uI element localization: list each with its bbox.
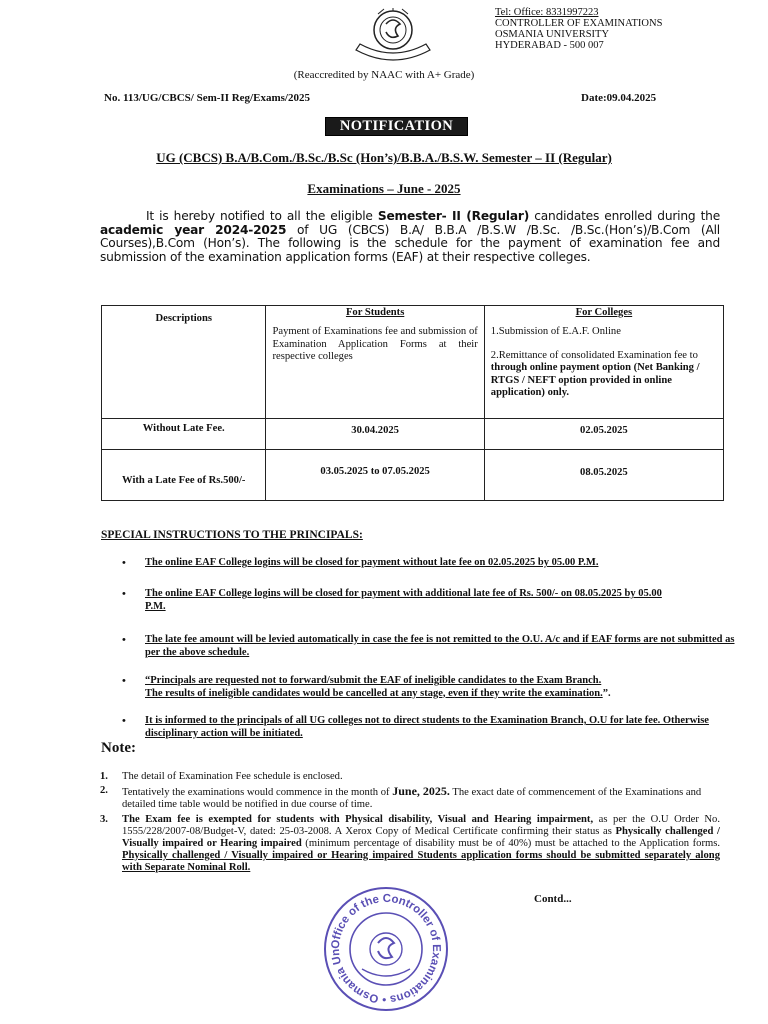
row-without-late-fee-students: 30.04.2025 [266,419,484,450]
intro-text-1: It is hereby notified to all the eligible [146,209,378,223]
bullet-icon: • [122,715,126,727]
intro-semester: Semester- II (Regular) [377,209,530,223]
bullet-icon: • [122,557,126,569]
note-text-bold: June, 2025. [392,784,450,798]
note-text-bold: Physically challenged / Visually impaired or Hearing impaired [122,826,720,849]
intro-paragraph [100,210,720,264]
city-address: HYDERABAD - 500 007 [495,40,604,51]
note-text: Tentatively the examinations would commence in the month of [122,787,393,798]
intro-academic-year: academic year 2024-2025 [100,222,287,237]
instruction-text [145,675,741,700]
note-item [100,785,720,811]
colleges-header: For Colleges [575,307,633,318]
course-line: UG (CBCS) B.A/B.Com./B.Sc./B.Sc (Hon’s)/B.B.A./B.S.W. Semester – II (Regular) [156,150,612,165]
special-instructions-title: SPECIAL INSTRUCTIONS TO THE PRINCIPALS: [101,529,363,541]
instruction-text: It is informed to the principals of all UG colleges not to direct students to the Examination Branch, O.U for late fee. Otherwise disciplinary action will be initiated. [145,715,709,739]
row-late-fee-colleges: 08.05.2025 [484,450,723,501]
instruction-text-part: “Principals are requested not to forward/submit the EAF of ineligible candidates to the Exam Branch. [145,675,602,686]
fee-schedule-table [101,305,724,501]
table-row [102,306,724,419]
note-number: 1. [100,771,108,782]
university-logo [348,6,438,66]
official-seal-stamp [322,885,450,1013]
note-item [100,771,720,783]
table-row [102,419,724,450]
note-number: 2. [100,785,108,796]
bullet-icon: • [122,634,126,646]
colleges-description [485,322,723,404]
note-text-bold: Physically challenged / Visually impaired or Hearing impaired Students application forms should be submitted separately along with Separate Nominal Roll. [122,850,720,873]
notification-title: NOTIFICATION [325,117,468,136]
accreditation-line: (Reaccredited by NAAC with A+ Grade) [293,69,475,81]
students-column [266,306,484,419]
intro-text-2: candidates enrolled during the [529,209,720,223]
note-item [100,814,720,874]
colleges-step-2-bold: through online payment option (Net Banking / RTGS / NEFT option provided in online application) only. [490,362,700,398]
instruction-text-part: ”. [602,687,611,699]
intro-text-3: of UG (CBCS) B.A/ B.B.A /B.S.W /B.Sc. /B.Sc.(Hon’s)/B.Com (All Courses),B.Com (Hon’s). The following is the schedule for the payment of examination fee and submission of the examination application forms (EAF) at their respective colleges. [100,222,720,264]
note-text: The exact date of commencement of the Examinations and detailed time table would be notified in due course of time. [122,787,702,810]
colleges-step-2 [491,350,717,400]
bullet-icon: • [122,588,126,600]
students-header: For Students [345,307,405,318]
note-number: 3. [100,814,108,825]
note-text: The detail of Examination Fee schedule is enclosed. [122,771,343,782]
row-without-late-fee-colleges: 02.05.2025 [484,419,723,450]
descriptions-label: Descriptions [155,313,212,324]
exam-line: Examinations – June - 2025 [307,181,461,196]
note-text-bold: The Exam fee is exempted for students with Physical disability, Visual and Hearing impairment, [122,814,594,825]
students-description: Payment of Examinations fee and submission of Examination Application Forms at their respective colleges [272,326,478,362]
row-without-late-fee-label: Without Late Fee. [102,419,266,450]
row-late-fee-label: With a Late Fee of Rs.500/- [102,450,266,501]
row-late-fee-students: 03.05.2025 to 07.05.2025 [266,450,484,501]
note-text: as per the O.U Order No. 1555/228/2007-08/Budget-V, dated: 25-03-2008. A Xerox Copy of Medical Certificate confirming their status as [122,814,720,837]
instruction-text-part: The results of ineligible candidates would be cancelled at any stage, even if they write the examination. [145,687,603,699]
table-row [102,450,724,501]
colleges-column [484,306,723,419]
continued-label: Contd... [534,893,572,905]
notes-list [100,771,720,874]
office-telephone: Tel: Office: 8331997223 [495,7,599,18]
contact-block [495,7,662,51]
office-name: CONTROLLER OF EXAMINATIONS [495,18,663,29]
note-heading: Note: [101,740,136,756]
colleges-step-2-text: 2.Remittance of consolidated Examination fee to [490,349,698,361]
reference-number: No. 113/UG/CBCS/ Sem-II Reg/Exams/2025 [104,92,310,104]
svg-text:Office of the Controller of Ex: Office of the Controller of Examinations • Osmania Un [329,892,443,1006]
instruction-text: The online EAF College logins will be closed for payment with additional late fee of Rs. 500/- on 08.05.2025 by 05.00 P.M. [145,588,662,612]
instruction-text: The late fee amount will be levied automatically in case the fee is not remitted to the O.U. A/c and if EAF forms are not submitted as per the above schedule. [145,634,735,658]
instruction-text: The online EAF College logins will be closed for payment without late fee on 02.05.2025 by 05.00 P.M. [145,557,599,568]
note-text: (minimum percentage of disability must be of 40%) must be attached to the Application forms. [301,838,720,849]
colleges-step-1: 1.Submission of E.A.F. Online [490,326,621,337]
university-name: OSMANIA UNIVERSITY [495,29,610,40]
header-descriptions [102,306,266,419]
notice-date: Date:09.04.2025 [581,92,657,104]
bullet-icon: • [122,675,126,687]
